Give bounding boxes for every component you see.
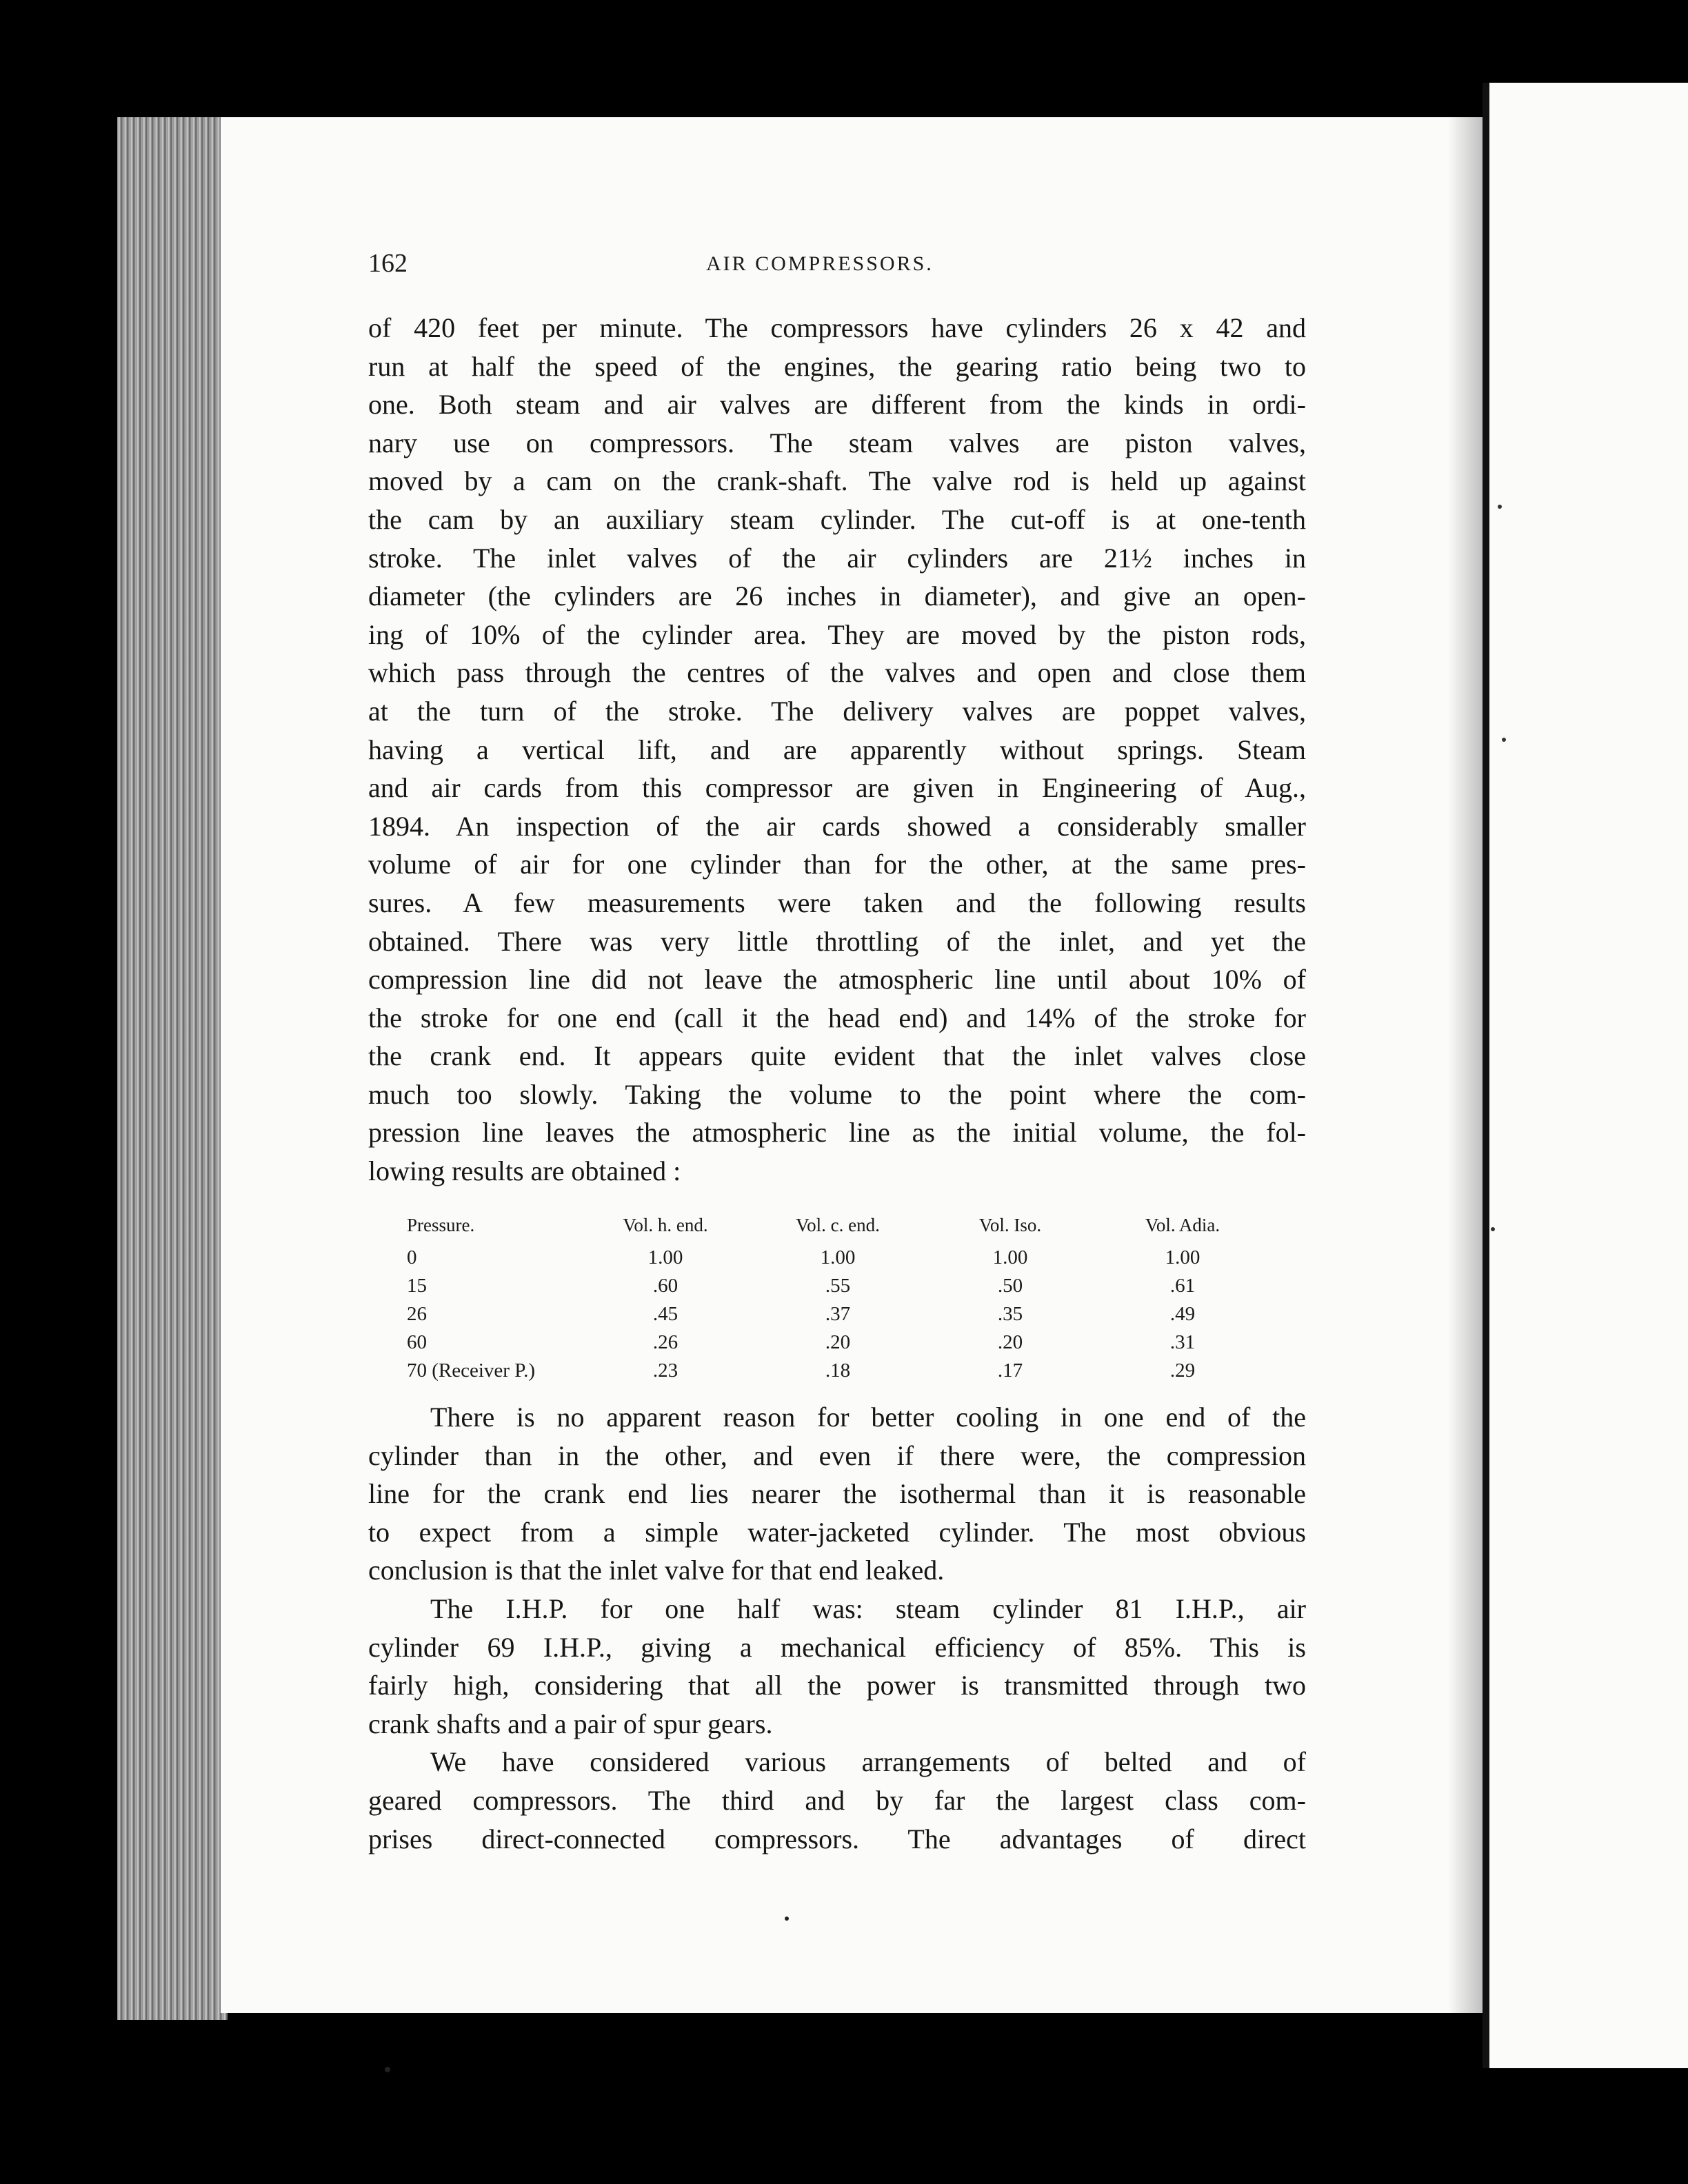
table-row bbox=[407, 1328, 1269, 1357]
text-line: There is no apparent reason for better cooling in one end of the bbox=[430, 1402, 1306, 1433]
table-cell: .37 bbox=[825, 1303, 851, 1325]
table-header: Pressure. bbox=[407, 1215, 475, 1235]
text-line: of 420 feet per minute. The compressors have cylinders 26 x 42 and bbox=[368, 312, 1306, 343]
table-cell: .18 bbox=[825, 1359, 851, 1382]
text-line: volume of air for one cylinder than for the other, at the same pres- bbox=[368, 849, 1306, 880]
text-line: the crank end. It appears quite evident that the inlet valves close bbox=[368, 1040, 1306, 1072]
table-cell: .26 bbox=[652, 1331, 679, 1353]
text-line: fairly high, considering that all the power is transmitted through two bbox=[368, 1670, 1306, 1701]
table-cell: 0 bbox=[407, 1246, 417, 1268]
table-cell: .49 bbox=[1169, 1303, 1196, 1325]
table-row bbox=[407, 1272, 1269, 1300]
text-line: 1894. An inspection of the air cards showed a considerably smaller bbox=[368, 810, 1306, 842]
table-cell: 1.00 bbox=[1165, 1246, 1200, 1268]
text-line: cylinder 69 I.H.P., giving a mechanical efficiency of 85%. This is bbox=[368, 1631, 1306, 1663]
text-line: the stroke for one end (call it the head end) and 14% of the stroke for bbox=[368, 1002, 1306, 1033]
table-cell: .17 bbox=[997, 1359, 1023, 1382]
table-header: Vol. h. end. bbox=[623, 1215, 708, 1235]
table-cell: 60 bbox=[407, 1331, 427, 1353]
table-cell: 26 bbox=[407, 1303, 427, 1325]
text-line: at the turn of the stroke. The delivery valves are poppet valves, bbox=[368, 695, 1306, 727]
text-line: sures. A few measurements were taken and the following results bbox=[368, 887, 1306, 918]
text-line: geared compressors. The third and by far the largest class com- bbox=[368, 1784, 1306, 1816]
page-speck bbox=[785, 1917, 789, 1921]
text-line: The I.H.P. for one half was: steam cylinder 81 I.H.P., air bbox=[430, 1593, 1306, 1624]
text-line: compression line did not leave the atmospheric line until about 10% of bbox=[368, 964, 1306, 995]
table-header: Vol. Adia. bbox=[1145, 1215, 1220, 1235]
text-line: one. Both steam and air valves are different from the kinds in ordi- bbox=[368, 389, 1306, 421]
table-cell: .61 bbox=[1169, 1275, 1196, 1297]
table-header: Vol. c. end. bbox=[796, 1215, 880, 1235]
text-line: run at half the speed of the engines, the gearing ratio being two to bbox=[368, 350, 1306, 382]
text-line: line for the crank end lies nearer the isothermal than it is reasonable bbox=[368, 1478, 1306, 1510]
book-page-edges bbox=[117, 117, 228, 2020]
table-cell: .50 bbox=[997, 1275, 1023, 1297]
table-cell: 70 (Receiver P.) bbox=[407, 1359, 536, 1382]
text-line: much too slowly. Taking the volume to the point where the com- bbox=[368, 1078, 1306, 1110]
table-cell: .55 bbox=[825, 1275, 851, 1297]
table-cell: .60 bbox=[652, 1275, 679, 1297]
table-cell: 1.00 bbox=[647, 1246, 683, 1268]
text-line: having a vertical lift, and are apparently without springs. Steam bbox=[368, 734, 1306, 765]
table-cell: 1.00 bbox=[992, 1246, 1028, 1268]
table-row bbox=[407, 1300, 1269, 1328]
text-line: the cam by an auxiliary steam cylinder. The cut-off is at one-tenth bbox=[368, 503, 1306, 535]
text-line: obtained. There was very little throttling of the inlet, and yet the bbox=[368, 925, 1306, 957]
text-line: which pass through the centres of the valves and open and close them bbox=[368, 657, 1306, 689]
text-line: pression line leaves the atmospheric line as the initial volume, the fol- bbox=[368, 1117, 1306, 1149]
table-row bbox=[407, 1244, 1269, 1272]
table-cell: .20 bbox=[997, 1331, 1023, 1353]
table-header: Vol. Iso. bbox=[978, 1215, 1042, 1235]
facing-page-speck bbox=[1498, 505, 1502, 509]
text-line: stroke. The inlet valves of the air cylinders are 21½ inches in bbox=[368, 542, 1306, 574]
text-line: prises direct-connected compressors. The advantages of direct bbox=[368, 1823, 1306, 1854]
page-number: 162 bbox=[368, 249, 408, 278]
text-line: cylinder than in the other, and even if there were, the compression bbox=[368, 1439, 1306, 1471]
running-title: AIR COMPRESSORS. bbox=[706, 252, 934, 275]
paragraphs-after-table bbox=[368, 1398, 1306, 1858]
page-speck bbox=[385, 2067, 390, 2072]
table-cell: .20 bbox=[825, 1331, 851, 1353]
text-line: and air cards from this compressor are given in Engineering of Aug., bbox=[368, 772, 1306, 804]
facing-page-speck bbox=[1491, 1227, 1495, 1231]
table-cell: .31 bbox=[1169, 1331, 1196, 1353]
text-line: diameter (the cylinders are 26 inches in diameter), and give an open- bbox=[368, 580, 1306, 612]
table-cell: .29 bbox=[1169, 1359, 1196, 1382]
page-header bbox=[368, 248, 1306, 290]
text-line: lowing results are obtained : bbox=[368, 1155, 681, 1187]
table-cell: .45 bbox=[652, 1303, 679, 1325]
text-line: ing of 10% of the cylinder area. They are moved by the piston rods, bbox=[368, 618, 1306, 650]
text-line: We have considered various arrangements of belted and of bbox=[430, 1746, 1306, 1778]
facing-page-speck bbox=[1502, 738, 1506, 742]
table-cell: 1.00 bbox=[820, 1246, 856, 1268]
text-line: moved by a cam on the crank-shaft. The valve rod is held up against bbox=[368, 465, 1306, 497]
text-line: nary use on compressors. The steam valves are piston valves, bbox=[368, 427, 1306, 458]
text-line: conclusion is that the inlet valve for that end leaked. bbox=[368, 1555, 945, 1586]
table-cell: .35 bbox=[997, 1303, 1023, 1325]
text-line: crank shafts and a pair of spur gears. bbox=[368, 1708, 773, 1739]
results-table bbox=[407, 1211, 1269, 1385]
paragraph-1 bbox=[368, 309, 1306, 1191]
table-row bbox=[407, 1357, 1269, 1385]
table-cell: .23 bbox=[652, 1359, 679, 1382]
text-line: to expect from a simple water-jacketed cylinder. The most obvious bbox=[368, 1516, 1306, 1548]
facing-page bbox=[1483, 83, 1688, 2068]
table-cell: 15 bbox=[407, 1275, 427, 1297]
